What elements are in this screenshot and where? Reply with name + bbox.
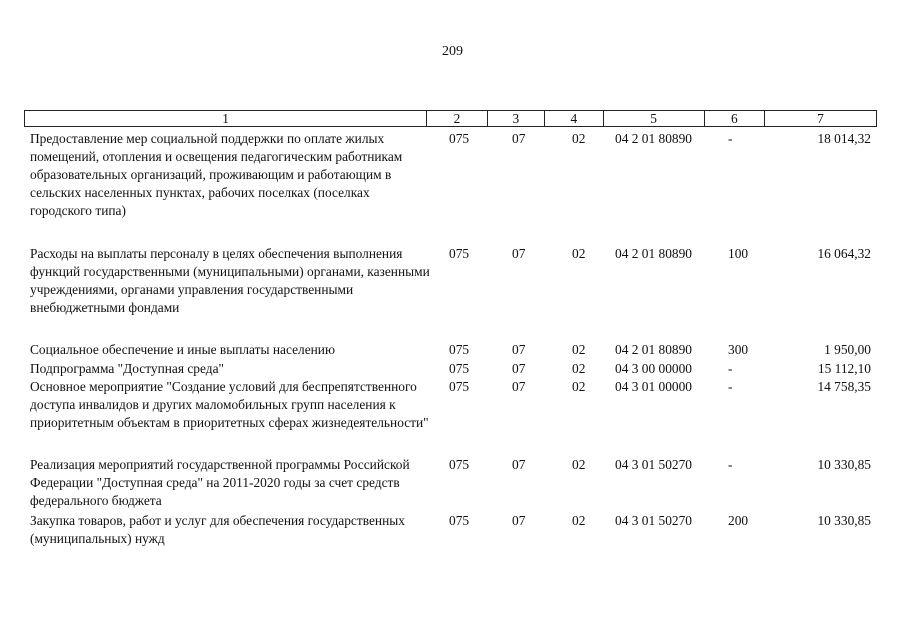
row-col-5: 04 3 01 00000 — [615, 379, 692, 394]
page-number: 209 — [442, 44, 463, 59]
header-col-2: 2 — [426, 111, 486, 126]
row-name: Социальное обеспечение и иные выплаты населению — [30, 342, 335, 357]
row-col-2: 075 — [449, 513, 470, 528]
row-name: Основное мероприятие "Создание условий для беспрепятственного доступа инвалидов и других маломобильных групп населения к приоритетным объектам в приоритетных сферах жизнедеятельности" — [30, 379, 429, 430]
header-col-6: 6 — [704, 111, 764, 126]
row-col-4: 02 — [572, 246, 586, 261]
row-name: Реализация мероприятий государственной программы Российской Федерации "Доступная среда" на 2011-2020 годы за счет средств федерального бюджета — [30, 457, 410, 508]
row-col-7: 16 064,32 — [817, 246, 871, 261]
row-name: Расходы на выплаты персоналу в целях обеспечения выполнения функций государственными (муниципальными) органами, казенными учреждениями, органами управления государственными внебюджетными фондами — [30, 246, 430, 315]
row-col-6: 100 — [728, 246, 749, 261]
table-header-row — [24, 110, 877, 127]
row-col-3: 07 — [512, 457, 526, 472]
row-col-2: 075 — [449, 342, 470, 357]
header-col-7: 7 — [764, 111, 876, 126]
row-col-7: 15 112,10 — [817, 361, 871, 376]
row-col-4: 02 — [572, 513, 586, 528]
header-col-3: 3 — [487, 111, 544, 126]
header-col-5: 5 — [603, 111, 704, 126]
row-col-2: 075 — [449, 361, 470, 376]
row-name: Подпрограмма "Доступная среда" — [30, 361, 224, 376]
row-col-5: 04 3 01 50270 — [615, 457, 692, 472]
row-col-6: - — [728, 379, 733, 394]
row-col-3: 07 — [512, 342, 526, 357]
row-col-4: 02 — [572, 379, 586, 394]
row-col-5: 04 2 01 80890 — [615, 246, 692, 261]
row-col-5: 04 2 01 80890 — [615, 342, 692, 357]
row-col-6: 200 — [728, 513, 749, 528]
row-col-6: - — [728, 457, 733, 472]
row-name: Закупка товаров, работ и услуг для обеспечения государственных (муниципальных) нужд — [30, 513, 405, 546]
row-col-6: - — [728, 361, 733, 376]
row-col-4: 02 — [572, 361, 586, 376]
row-col-2: 075 — [449, 131, 470, 146]
row-col-7: 14 758,35 — [817, 379, 871, 394]
row-col-2: 075 — [449, 246, 470, 261]
row-col-3: 07 — [512, 361, 526, 376]
row-col-6: - — [728, 131, 733, 146]
row-col-5: 04 3 01 50270 — [615, 513, 692, 528]
header-col-1: 1 — [222, 111, 229, 126]
row-col-4: 02 — [572, 342, 586, 357]
row-col-5: 04 3 00 00000 — [615, 361, 692, 376]
header-col-4: 4 — [544, 111, 602, 126]
row-col-2: 075 — [449, 379, 470, 394]
row-col-7: 10 330,85 — [817, 457, 871, 472]
row-col-4: 02 — [572, 457, 586, 472]
row-col-4: 02 — [572, 131, 586, 146]
row-name: Предоставление мер социальной поддержки по оплате жилых помещений, отопления и освещения педагогическим работникам образовательных организаций, проживающим и работающим в сельских населенных пунктах, рабочих поселках (поселках городского типа) — [30, 131, 403, 218]
row-col-2: 075 — [449, 457, 470, 472]
row-col-3: 07 — [512, 131, 526, 146]
row-col-5: 04 2 01 80890 — [615, 131, 692, 146]
row-col-7: 1 950,00 — [824, 342, 871, 357]
row-col-7: 18 014,32 — [817, 131, 871, 146]
row-col-3: 07 — [512, 379, 526, 394]
row-col-3: 07 — [512, 246, 526, 261]
row-col-3: 07 — [512, 513, 526, 528]
row-col-7: 10 330,85 — [817, 513, 871, 528]
row-col-6: 300 — [728, 342, 749, 357]
